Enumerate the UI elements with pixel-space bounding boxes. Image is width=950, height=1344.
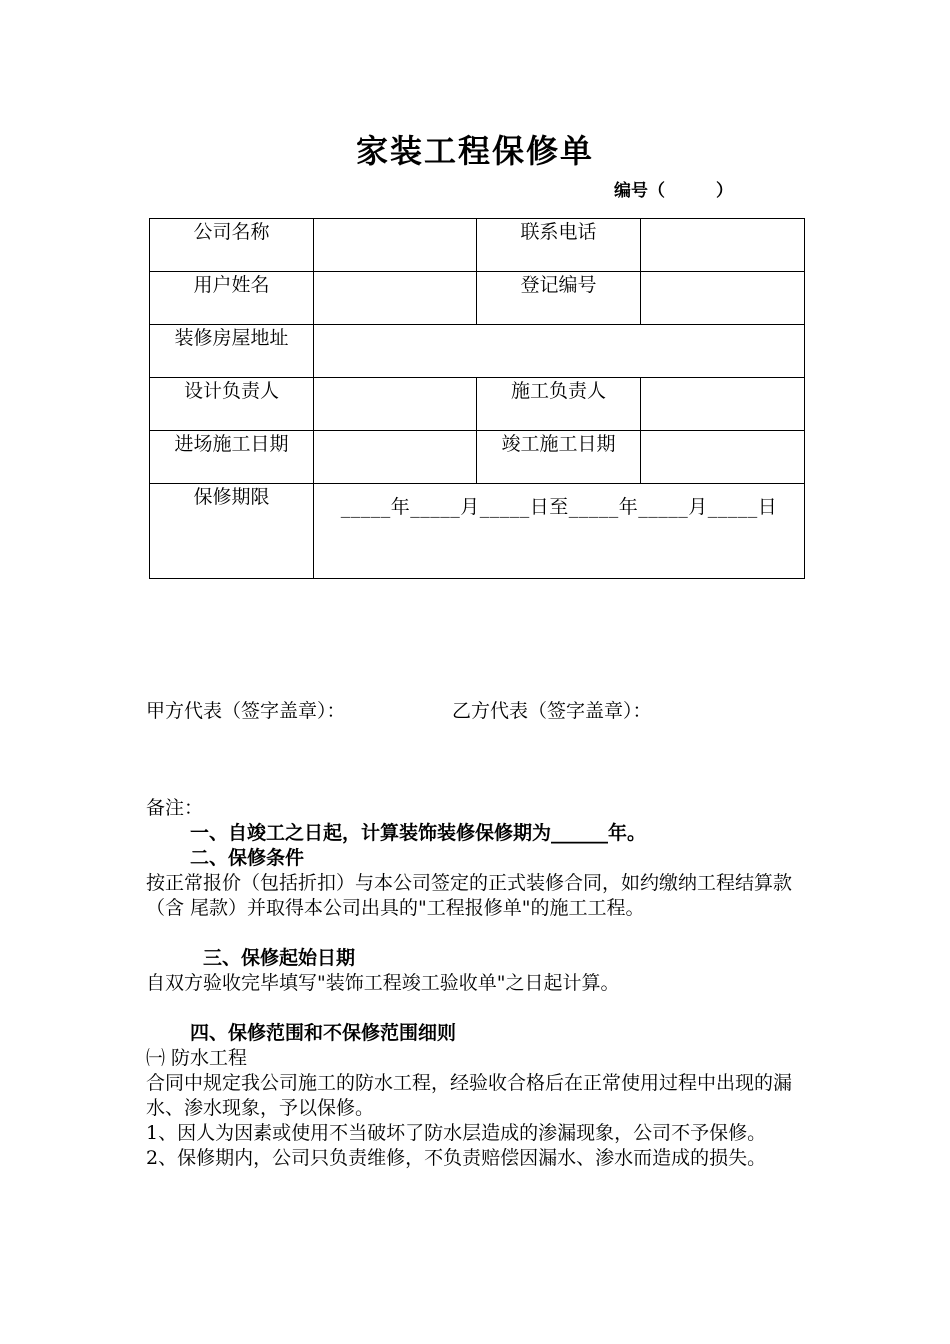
remarks-item-3-title: 三、保修起始日期	[203, 947, 356, 969]
remarks-item-2-body: 按正常报价（包括折扣）与本公司签定的正式装修合同，如约缴纳工程结算款（含 尾款）并取得本公司出具的"工程报修单"的施工工程。	[146, 872, 793, 919]
start-date-field[interactable]	[314, 431, 477, 484]
company-name-label: 公司名称	[150, 219, 314, 272]
completion-date-field[interactable]	[641, 431, 805, 484]
completion-date-label: 竣工施工日期	[477, 431, 641, 484]
party-b-signature-label: 乙方代表（签字盖章）：	[452, 700, 652, 722]
construction-lead-label: 施工负责人	[477, 378, 641, 431]
serial-number-label: 编号（ ）	[614, 181, 733, 201]
table-row	[150, 378, 805, 431]
remarks-heading: 备注：	[146, 797, 204, 819]
remarks-item-4-title: 四、保修范围和不保修范围细则	[190, 1022, 457, 1044]
registration-no-label: 登记编号	[477, 272, 641, 325]
address-label: 装修房屋地址	[150, 325, 314, 378]
address-field[interactable]	[314, 325, 805, 378]
remarks-sub-1-point-1: 1、因人为因素或使用不当破坏了防水层造成的渗漏现象，公司不予保修。	[146, 1122, 767, 1144]
start-date-label: 进场施工日期	[150, 431, 314, 484]
table-row	[150, 325, 805, 378]
party-a-signature-label: 甲方代表（签字盖章）：	[146, 700, 346, 722]
user-name-label: 用户姓名	[150, 272, 314, 325]
table-row	[150, 431, 805, 484]
remarks-sub-1-body: 合同中规定我公司施工的防水工程，经验收合格后在正常使用过程中出现的漏水、渗水现象，予以保修。	[146, 1072, 793, 1119]
remarks-sub-1-title: ㈠ 防水工程	[146, 1047, 248, 1069]
document-title: 家装工程保修单	[355, 132, 594, 170]
company-name-field[interactable]	[314, 219, 477, 272]
remarks-section	[146, 796, 811, 1171]
remarks-item-2-title: 二、保修条件	[190, 847, 305, 869]
warranty-period-text: _____年_____月_____日至_____年_____月_____日	[340, 496, 778, 518]
phone-label: 联系电话	[477, 219, 641, 272]
designer-label: 设计负责人	[150, 378, 314, 431]
table-row	[150, 272, 805, 325]
remarks-item-1: 一、自竣工之日起，计算装饰装修保修期为______年。	[190, 822, 647, 844]
remarks-sub-1-point-2: 2、保修期内，公司只负责维修，不负责赔偿因漏水、渗水而造成的损失。	[146, 1147, 767, 1169]
registration-no-field[interactable]	[641, 272, 805, 325]
table-row	[150, 484, 805, 579]
user-name-field[interactable]	[314, 272, 477, 325]
warranty-period-label: 保修期限	[150, 484, 314, 579]
warranty-period-field[interactable]	[314, 484, 805, 579]
remarks-item-3-body: 自双方验收完毕填写"装饰工程竣工验收单"之日起计算。	[146, 972, 620, 994]
phone-field[interactable]	[641, 219, 805, 272]
warranty-form-table	[149, 218, 805, 579]
construction-lead-field[interactable]	[641, 378, 805, 431]
table-row	[150, 219, 805, 272]
designer-field[interactable]	[314, 378, 477, 431]
